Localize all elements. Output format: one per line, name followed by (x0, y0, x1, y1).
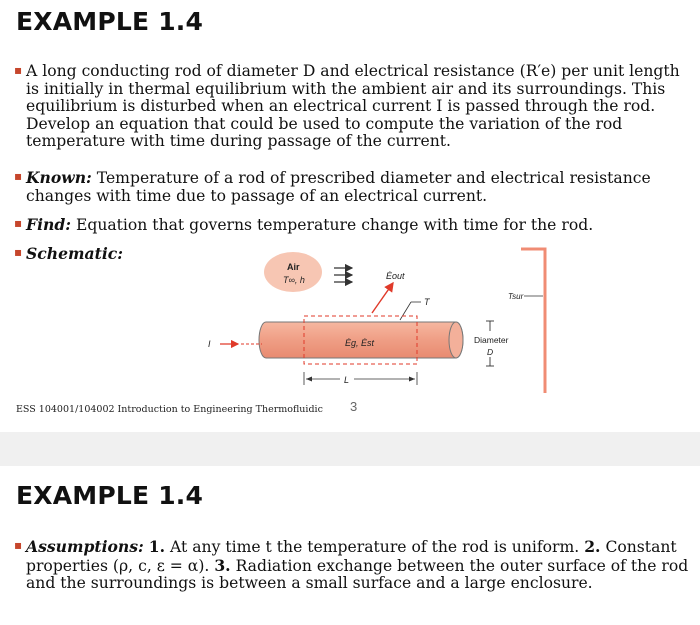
assumption-3: Radiation exchange between the outer surface of the rod and the surroundings is between a small surface and a large enclosure. (26, 556, 689, 593)
e-out-label: Ėout (386, 271, 405, 281)
e-out-arrow (372, 283, 393, 313)
bullet-icon: ▪ (14, 245, 23, 259)
t-rod-label: T (424, 297, 430, 307)
air-label: Air (287, 262, 300, 272)
assumption-1-number: 1. (148, 537, 166, 556)
t-sur-label: Tsur (508, 292, 524, 301)
footer-course: ESS 104001/104002 Introduction to Engineering Thermofluidic (16, 404, 323, 415)
slide-2 (0, 466, 700, 625)
bullet-icon: ▪ (14, 169, 23, 183)
t-inf-h-label: T∞, h (283, 275, 305, 285)
length-dimension (304, 372, 417, 385)
air-cloud (264, 252, 322, 292)
e-gen-st-label: Ėg, Ėst (345, 338, 375, 348)
t-leader (400, 302, 411, 320)
bullet-icon: ▪ (14, 216, 23, 230)
assumptions-item (12, 538, 692, 593)
schematic-label: Schematic: (26, 244, 123, 263)
bullet-icon: ▪ (14, 538, 23, 552)
assumption-1: At any time t the temperature of the rod is uniform. (165, 538, 585, 556)
bullet-icon: ▪ (14, 63, 23, 77)
known-text: Temperature of a rod of prescribed diameter and electrical resistance changes with time due to passage of an electrical current. (26, 169, 651, 205)
find-label: Find: (26, 215, 71, 234)
slide-2-title: EXAMPLE 1.4 (16, 481, 204, 510)
current-label: I (208, 339, 211, 349)
assumption-2: Constant properties (ρ, c, ε = α). (26, 538, 677, 575)
assumption-3-number: 3. (214, 555, 231, 575)
flow-arrows (334, 268, 352, 282)
assumptions-label: Assumptions: (26, 537, 144, 556)
page-number: 3 (350, 399, 358, 414)
d-label: D (487, 347, 494, 357)
length-label: L (344, 375, 350, 385)
surroundings-wall (521, 249, 545, 393)
slide-separator (0, 432, 700, 466)
assumption-2-number: 2. (584, 537, 601, 556)
known-label: Known: (26, 168, 92, 187)
diameter-label: Diameter (474, 335, 509, 345)
problem-text: A long conducting rod of diameter D and electrical resistance (R′e) per unit length is initially in thermal equilibrium with the ambient air and its surroundings. This equilibrium is disturbed when an electrical current I is passed through the rod. Develop an equation that could be used to compute the variation of the rod temperature with time during passage of the current. (26, 62, 680, 151)
slide-1-title: EXAMPLE 1.4 (16, 7, 204, 36)
find-text: Equation that governs temperature change with time for the rod. (71, 216, 594, 234)
